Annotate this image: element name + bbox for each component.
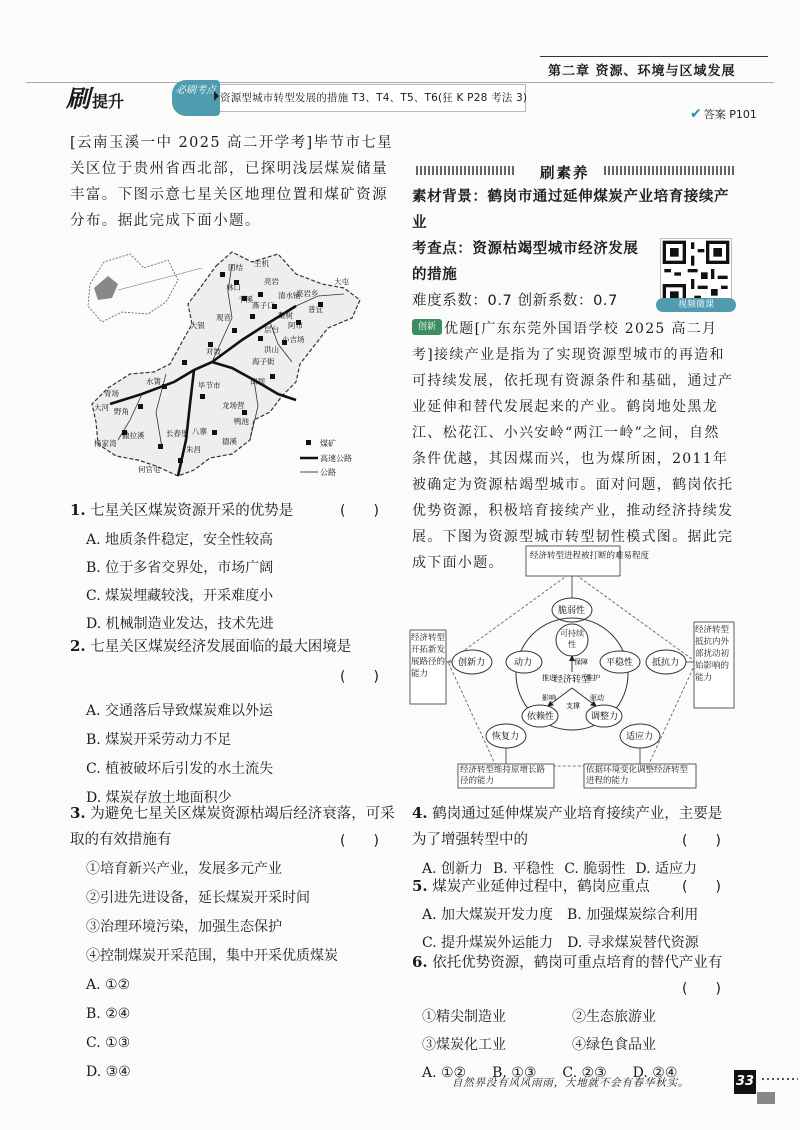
place-label: 杨家湾 [94,439,117,448]
option[interactable]: C. 植被破坏后引发的水土流失 [86,761,274,777]
question-number: 4. [412,804,428,822]
question-number: 1. [70,501,86,519]
place-label: 梨树 [278,311,293,320]
place-label: 大屯 [334,277,349,286]
place-label: 对坡 [206,347,221,356]
inset-highlight-region [94,276,118,300]
coal-mine-marker [220,272,225,277]
answer-blank[interactable]: ( ) [682,879,721,895]
arrow-label-support: 支撑 [566,702,580,710]
option[interactable]: B. 平稳性 [493,861,555,877]
option[interactable]: D. 机械制造业发达，技术先进 [86,616,274,632]
section-logo [66,84,124,114]
key-point-text: 资源型城市转型发展的措施 T3、T4、T5、T6(狂 K P28 考法 3) [220,92,528,104]
question-number: 6. [412,953,428,971]
footer-motto: 自然界没有风风雨雨，大地就不会有春华秋实。 [452,1077,690,1089]
bottom-left-box-text: 经济转型维持原增长路径的能力 [460,765,546,786]
option[interactable]: A. 地质条件稳定，安全性较高 [86,532,274,548]
inner-node-sustain-label: 可持续性 [560,629,584,649]
arrow-label-guarantee: 保障 [574,658,588,666]
inner-node-power-label: 动力 [514,658,533,668]
place-label: 海子街 [252,357,275,366]
statement-item: ③煤炭化工业 [422,1037,506,1053]
section-rule-right [604,166,734,175]
header-divider [26,82,774,83]
statement-item: ③治理环境污染，加强生态保护 [86,919,282,935]
place-label: 鸭池 [234,417,249,426]
node-adaptability-label: 适应力 [626,732,654,742]
question-stem: 煤炭产业延伸过程中，鹤岗应重点 [432,879,650,895]
coal-mine-marker [232,328,237,333]
triangle-arrow-icon [214,91,219,101]
answer-blank[interactable]: ( ) [682,833,721,849]
option[interactable]: B. 煤炭开采劳动力不足 [86,732,232,748]
place-label: 团结 [228,263,243,272]
place-label: 普宜 [308,305,323,314]
statement-item: ④控制煤炭开采范围，集中开采优质煤炭 [86,948,338,964]
question-number: 2. [70,637,86,655]
coal-mine-marker [258,336,263,341]
question-stem: 依托优势资源，鹤岗可重点培育的替代产业有 [432,955,723,971]
arrow-label-maintain: 维护 [586,674,600,682]
place-label: 燕子口 [252,301,275,310]
coal-mine-marker [162,384,167,389]
inner-node-dependence-label: 依赖性 [527,712,555,722]
option[interactable]: D. ②④ [632,1065,678,1081]
answer-blank[interactable]: ( ) [340,833,379,849]
place-label: 小吉场 [282,335,305,344]
option[interactable]: D. 煤炭存放土地面积少 [86,790,232,806]
option[interactable]: A. 创新力 [422,861,484,877]
coal-mine-marker [178,458,183,463]
coal-mine-marker [200,394,205,399]
legend-mine-label: 煤矿 [320,439,336,448]
question-stem: 鹤岗通过延伸煤炭产业培育接续产业，主要是为了增强转型中的 [412,806,723,848]
option[interactable]: C. 煤炭埋藏较浅，开采难度小 [86,588,274,604]
statement-item: ①培育新兴产业，发展多元产业 [86,861,282,877]
option[interactable]: B. 加强煤炭综合利用 [567,907,699,923]
chapter-title: 第二章 资源、环境与区域发展 [548,64,736,79]
difficulty-rating: 难度系数：0.7 创新系数：0.7 [412,293,618,309]
place-label: 亮岩 [264,277,279,286]
node-innovation-label: 创新力 [458,658,486,668]
node-recovery-label: 恢复力 [492,732,520,742]
answer-blank[interactable]: ( ) [682,981,721,997]
key-point-badge: 必刷考点 [172,80,220,116]
node-resistance-label: 抵抗力 [652,658,680,668]
check-icon: ✔ [690,106,702,122]
logo-label: 提升 [92,92,125,111]
place-label: 何官屯 [138,465,161,474]
place-label: 八寨 [192,427,207,436]
option[interactable]: B. ②④ [86,1006,131,1022]
place-label: 亮岩乡 [296,289,319,298]
passage-text: 优题[广东东莞外国语学校 2025 高二月考]接续产业是指为了实现资源型城市的再造和可持续发展，依托现有资源条件和基础，通过产业延伸和替代发展起来的产业。鹤岗地处黑龙江、松花江、小兴安岭“两江一岭”之间，自然条件优越，其因煤而兴，也为煤所困，2011年被确定为资源枯竭型城市。面对问题，鹤岗依托优势资源，积极培育接续产业，推动经济持续发展。下图为资源型城市转型韧性模式图。据此完成下面小题。 [412,321,734,571]
place-label: 生机 [254,259,269,268]
option[interactable]: C. ①③ [86,1035,131,1051]
place-label: 水箐 [146,377,161,386]
place-label: 朱昌 [186,445,201,454]
place-label: 青场 [104,389,119,398]
coal-mine-marker [138,404,143,409]
place-label: 洪山 [264,345,279,354]
place-label: 长春堡 [166,429,189,438]
option[interactable]: A. 加大煤炭开发力度 [422,907,554,923]
place-label: 德溪 [222,437,237,446]
arrow-label-affect: 影响 [542,694,556,702]
option[interactable]: C. 提升煤炭外运能力 [422,935,554,951]
question-stem: 七星关区煤炭经济发展面临的最大困境是 [90,639,352,655]
question-5 [412,876,734,953]
answer-page-label: 答案 P101 [703,108,757,121]
coal-mine-marker [158,444,163,449]
legend-mine-symbol [306,440,311,445]
statement-item: ②引进先进设备，延长煤炭开采时间 [86,890,310,906]
place-label: 观音 [216,313,231,322]
coal-mine-marker [258,292,263,297]
answer-reference [690,106,757,122]
place-label: 阿市 [288,321,303,330]
legend-road-label: 公路 [320,468,336,477]
place-label: 龙场营 [222,401,245,410]
place-label: 大河 [94,403,109,412]
option[interactable]: A. ①② [422,1065,467,1081]
question-3 [70,800,400,1082]
place-label: 林口 [226,283,241,292]
question-6 [412,952,734,1083]
place-label: 大银 [190,321,205,330]
coal-mine-marker [242,410,247,415]
coal-mine-marker [212,430,217,435]
left-box-text: 经济转型开拓新发展路径的能力 [411,633,445,679]
question-stem: 为避免七星关区煤炭资源枯竭后经济衰落，可采取的有效措施有 [70,806,395,848]
statement-item: ①精尖制造业 [422,1009,506,1025]
right-box-text: 经济转型抵抗内外部扰动初始影响的能力 [695,625,730,683]
answer-blank[interactable]: ( ) [340,669,379,685]
top-box-text-1: 经济转型进程被打断的难易程度 [530,551,650,561]
place-label: 毕节市 [198,381,221,390]
inset-connector [118,268,202,290]
question-4 [412,800,734,879]
node-fragility-label: 脆弱性 [558,606,586,616]
question-number: 3. [70,804,86,822]
bottom-right-box-text: 依据环境变化调整经济转型进程的能力 [586,765,689,786]
center-label: 经济转型 [554,675,591,685]
inner-node-stability-label: 平稳性 [606,658,634,668]
innovation-badge: 创新 [412,319,442,335]
answer-blank[interactable]: ( ) [340,503,379,519]
coal-mine-marker [182,360,187,365]
logo-brush-char: 刷 [66,84,90,113]
arrow-label-promote: 推进 [542,674,556,682]
section-title: 刷素养 [540,166,590,182]
left-intro-passage: [云南玉溪一中 2025 高二开学考]毕节市七星关区位于贵州省西北部，已探明浅层煤炭储量丰富。下图示意七星关区地理位置和煤矿资源分布。据此完成下面小题。 [70,135,394,229]
arrow-label-drive: 驱动 [590,694,604,702]
option[interactable]: A. ①② [86,977,131,993]
legend-highway-label: 高速公路 [320,454,352,463]
option[interactable]: A. 交通落后导致煤炭难以外运 [86,703,274,719]
page-number-shadow [757,1092,775,1104]
question-2 [70,636,400,808]
option[interactable]: B. ①③ [492,1065,537,1081]
page-dots-decoration [762,1078,798,1080]
question-stem: 七星关区煤炭资源开采的优势是 [90,503,294,519]
option[interactable]: D. ③④ [86,1064,131,1080]
option[interactable]: C. 脆弱性 [564,861,626,877]
place-label: 田坝 [250,377,265,386]
coal-mine-marker [250,314,255,319]
map-legend [300,438,352,477]
statement-item: ④绿色食品业 [572,1037,656,1053]
right-passage [412,316,734,576]
question-1 [70,500,400,634]
question-number: 5. [412,877,428,895]
option[interactable]: D. 适应力 [635,861,697,877]
map-figure [82,244,392,492]
place-label: 千溪 [238,295,253,304]
video-lesson-label[interactable]: 视频微课 [656,298,736,312]
exam-focus: 考查点：资源枯竭型城市经济发展的措施 [412,241,639,283]
section-rule-left [416,166,516,175]
option[interactable]: D. 寻求煤炭替代资源 [567,935,699,951]
chapter-rule [540,56,768,57]
material-background: 素材背景：鹤岗市通过延伸煤炭产业培育接续产业 [412,189,730,231]
resilience-diagram [408,542,736,790]
place-label: 野角 [114,407,129,416]
place-label: 清水铺 [278,291,301,300]
option[interactable]: B. 位于多省交界处，市场广阔 [86,560,274,576]
coal-mine-marker [270,374,275,379]
inner-node-adjustment-label: 调整力 [591,712,619,722]
place-label: 撒拉溪 [122,431,145,440]
option[interactable]: C. ②③ [562,1065,607,1081]
place-label: 层台 [264,325,279,334]
statement-item: ②生态旅游业 [572,1009,656,1025]
page-number: 33 [734,1070,756,1094]
